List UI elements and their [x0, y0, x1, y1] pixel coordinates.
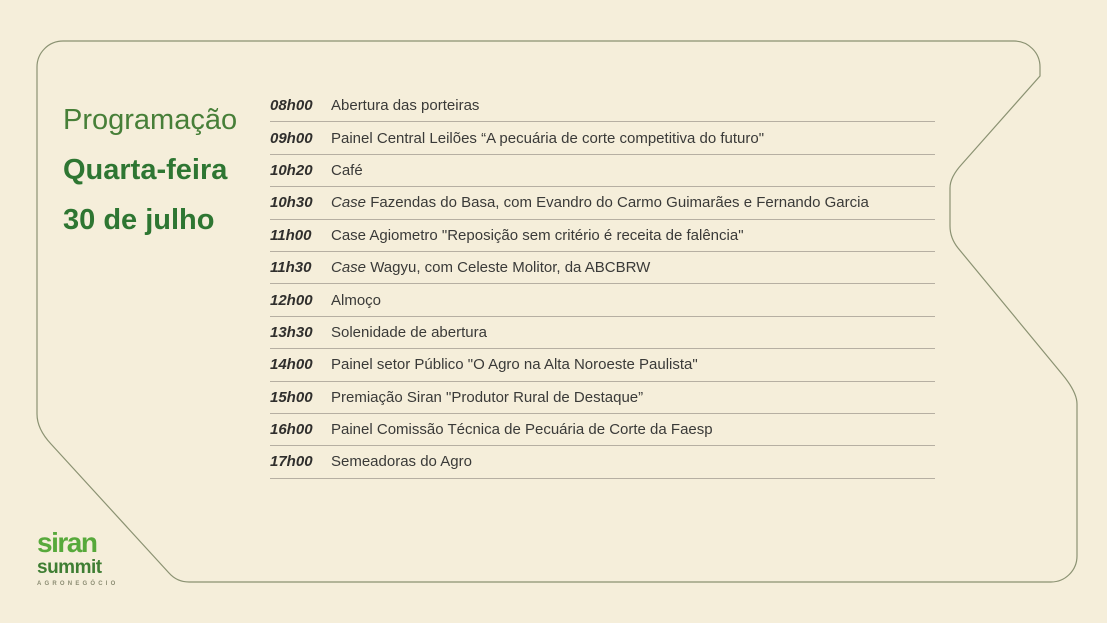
schedule-row	[270, 317, 935, 349]
schedule-description	[331, 227, 744, 244]
schedule-description	[331, 259, 650, 276]
schedule-row	[270, 446, 935, 478]
schedule-description-text: Painel Central Leilões “A pecuária de corte competitiva do futuro"	[331, 129, 765, 147]
schedule-list	[270, 90, 935, 479]
schedule-description	[331, 292, 381, 309]
schedule-description-text: Premiação Siran "Produtor Rural de Destaque”	[331, 388, 644, 406]
schedule-description-italic: Case	[331, 259, 367, 277]
schedule-time: 15h00	[270, 388, 313, 406]
siran-summit-logo	[37, 529, 119, 587]
title-block	[63, 95, 237, 245]
schedule-row	[270, 252, 935, 284]
schedule-time: 10h30	[270, 194, 313, 212]
schedule-row	[270, 122, 935, 154]
schedule-description	[331, 389, 643, 406]
schedule-time: 16h00	[270, 421, 313, 439]
schedule-description-italic: Case	[331, 194, 367, 212]
schedule-row	[270, 90, 935, 122]
schedule-description	[331, 356, 698, 373]
schedule-row	[270, 382, 935, 414]
schedule-description-text: Wagyu, com Celeste Molitor, da ABCBRW	[366, 259, 651, 277]
schedule-description-text: Painel setor Público "O Agro na Alta Noroeste Paulista"	[331, 356, 698, 374]
logo-summit-text: summit	[37, 557, 102, 578]
schedule-description	[331, 97, 479, 114]
schedule-row	[270, 349, 935, 381]
schedule-time: 14h00	[270, 356, 313, 374]
schedule-time: 10h20	[270, 161, 313, 179]
schedule-description	[331, 162, 363, 179]
schedule-row	[270, 284, 935, 316]
schedule-time: 11h30	[270, 259, 312, 277]
page-title: Programação	[63, 104, 238, 136]
schedule-row	[270, 155, 935, 187]
schedule-time: 13h30	[270, 323, 313, 341]
schedule-row	[270, 220, 935, 252]
date-label: 30 de julho	[63, 204, 215, 236]
schedule-time: 09h00	[270, 129, 313, 147]
schedule-description-text: Case Agiometro "Reposição sem critério é receita de falência"	[331, 226, 744, 244]
schedule-row	[270, 414, 935, 446]
schedule-time: 08h00	[270, 97, 313, 115]
schedule-time: 12h00	[270, 291, 313, 309]
schedule-description-text: Semeadoras do Agro	[331, 453, 472, 471]
schedule-row	[270, 187, 935, 219]
logo-siran-text: siran	[37, 527, 97, 558]
schedule-description-text: Abertura das porteiras	[331, 97, 480, 115]
schedule-description	[331, 194, 869, 211]
schedule-description	[331, 324, 487, 341]
schedule-description-text: Almoço	[331, 291, 382, 309]
logo-tagline: AGRONEGÓCIO	[37, 581, 119, 587]
schedule-description-text: Café	[331, 161, 363, 179]
schedule-description	[331, 453, 472, 470]
schedule-description	[331, 421, 713, 438]
weekday-label: Quarta-feira	[63, 154, 228, 186]
schedule-description-text: Painel Comissão Técnica de Pecuária de Corte da Faesp	[331, 421, 713, 439]
schedule-time: 17h00	[270, 453, 313, 471]
schedule-description-text: Solenidade de abertura	[331, 323, 487, 341]
schedule-description-text: Fazendas do Basa, com Evandro do Carmo Guimarães e Fernando Garcia	[366, 194, 869, 212]
schedule-time: 11h00	[270, 226, 312, 244]
schedule-description	[331, 130, 764, 147]
